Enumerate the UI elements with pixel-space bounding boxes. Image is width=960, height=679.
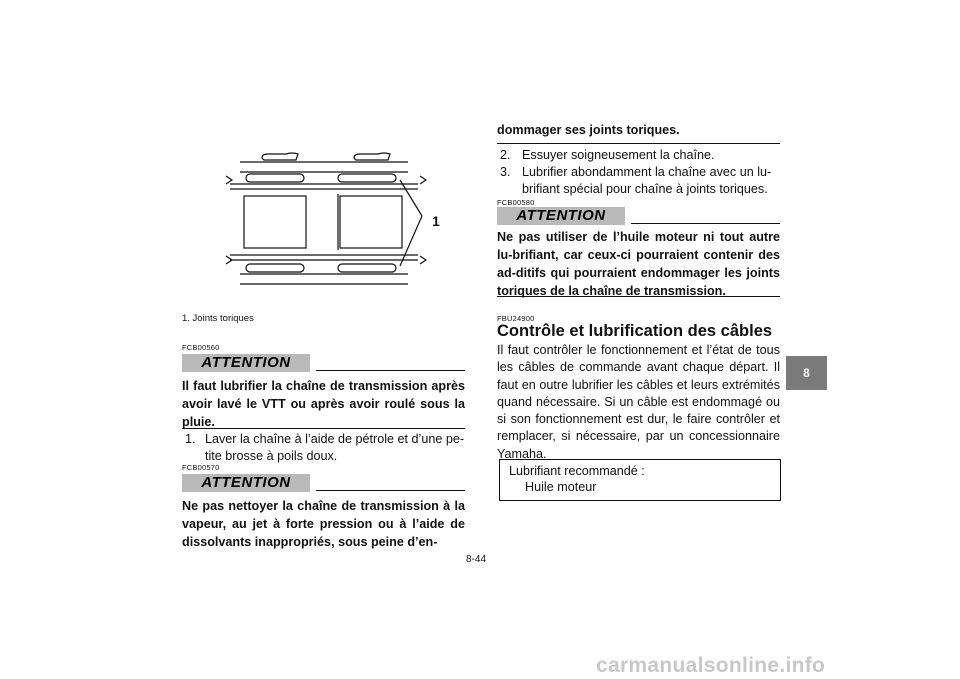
- section-title: Contrôle et lubrification des câbles: [497, 322, 773, 340]
- lubricant-value: Huile moteur: [525, 480, 597, 494]
- attention-badge: ATTENTION: [182, 354, 310, 372]
- step-number: 1.: [185, 432, 196, 446]
- section-body: Il faut contrôler le fonctionnement et l’état de tous les câbles de commande avant chaque départ. Il faut en outre lubrifier les câbles et leurs extrémités quand nécessaire. Si un câble est endommagé ou si son fonctionnement est dur, le faire contrôler et remplacer, si nécessaire, par un concessionnaire Yamaha.: [497, 343, 780, 461]
- callout-number: 1: [432, 213, 440, 229]
- attention-code: FCB00560: [182, 343, 220, 352]
- page-number: 8-44: [466, 554, 487, 565]
- attention-text: Il faut lubrifier la chaîne de transmission après avoir lavé le VTT ou après avoir roulé sous la pluie.: [182, 379, 465, 429]
- lubricant-label: Lubrifiant recommandé :: [509, 464, 645, 478]
- attention-code: FCB00580: [497, 198, 535, 207]
- step-text: Lubrifier abondamment la chaîne avec un lu-brifiant spécial pour chaîne à joints toriques.: [522, 165, 772, 196]
- attention-header: [182, 354, 465, 374]
- attention-text: Ne pas utiliser de l’huile moteur ni tout autre lu-brifiant, car ceux-ci pourraient contenir des ad-ditifs qui pourraient endommager les joints toriques de la chaîne de transmission.: [497, 230, 780, 298]
- chain-diagram: [222, 150, 444, 292]
- figure-caption: 1. Joints toriques: [182, 313, 254, 324]
- attention-text-continued: dommager ses joints toriques.: [497, 123, 680, 137]
- attention-header: [182, 474, 465, 494]
- attention-header: [497, 207, 780, 227]
- step-number: 2.: [500, 148, 511, 162]
- chapter-tab[interactable]: 8: [786, 356, 827, 390]
- attention-text: Ne pas nettoyer la chaîne de transmission à la vapeur, au jet à forte pression ou à l’aide de dissolvants inappropriés, sous peine d’en-: [182, 499, 465, 549]
- attention-badge: ATTENTION: [182, 474, 310, 492]
- step-number: 3.: [500, 165, 511, 179]
- step-text: Essuyer soigneusement la chaîne.: [522, 148, 715, 162]
- step-text: Laver la chaîne à l’aide de pétrole et d’une pe-tite brosse à poils doux.: [205, 432, 465, 463]
- attention-end-rule: [182, 428, 465, 429]
- watermark: carmanualsonline.info: [596, 654, 826, 677]
- attention-rule: [316, 490, 465, 491]
- attention-rule: [316, 370, 465, 371]
- attention-badge: ATTENTION: [497, 207, 625, 225]
- attention-code: FCB00570: [182, 463, 220, 472]
- attention-rule: [631, 223, 780, 224]
- lubricant-box: [499, 459, 781, 501]
- attention-end-rule: [497, 143, 780, 144]
- section-code: FBU24900: [497, 314, 535, 323]
- attention-end-rule: [497, 296, 780, 297]
